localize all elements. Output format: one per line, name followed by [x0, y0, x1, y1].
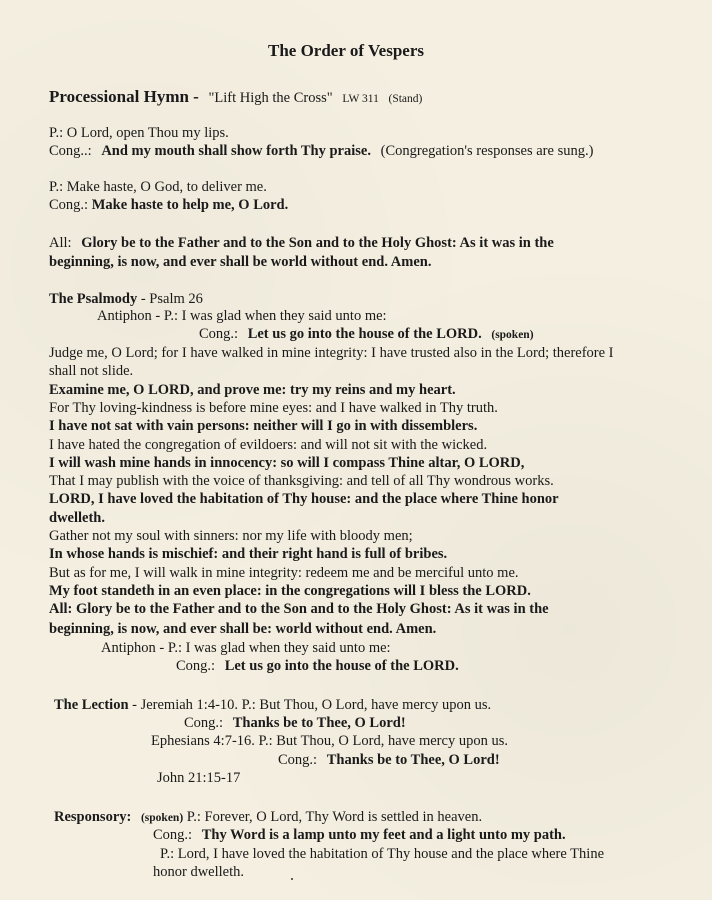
processional-hymn: "Lift High the Cross"	[208, 90, 333, 106]
gloria1-text1: Glory be to the Father and to the Son and to the Holy Ghost: As it was in the	[81, 235, 554, 251]
antiphon2-c	[176, 657, 459, 675]
antiphon2-c-label: Cong.:	[176, 658, 216, 674]
speck-mark	[291, 878, 293, 880]
psalm-verse-line: In whose hands is mischief: and their right hand is full of bribes.	[49, 546, 448, 562]
lection-reading1: - Jeremiah 1:4-10. P.: But Thou, O Lord, have mercy upon us.	[132, 697, 492, 713]
lection-c1-label: Cong.:	[184, 715, 224, 731]
gloria2-line1: All: Glory be to the Father and to the Son and to the Holy Ghost: As it was in the	[49, 601, 549, 617]
gloria1-line2: beginning, is now, and ever shall be world without end. Amen.	[49, 254, 432, 270]
opening-c1	[49, 142, 593, 160]
psalmody-ref: - Psalm 26	[140, 291, 203, 307]
responsory-c-label: Cong.:	[153, 827, 193, 843]
psalm-verse-line: I have hated the congregation of evildoers: and will not sit with the wicked.	[49, 437, 488, 453]
psalm-verse-line: dwelleth.	[49, 510, 105, 526]
responsory-c	[153, 826, 566, 844]
psalm-verse-line: That I may publish with the voice of thanksgiving: and tell of all Thy wondrous works.	[49, 473, 554, 489]
responsory-line1	[54, 808, 482, 827]
processional-line	[49, 88, 422, 108]
opening-c1-label: Cong..:	[49, 143, 92, 159]
psalm-verse-line: I will wash mine hands in innocency: so will I compass Thine altar, O LORD,	[49, 455, 525, 471]
antiphon-c-text: Let us go into the house of the LORD.	[247, 326, 482, 342]
opening-p2: P.: Make haste, O God, to deliver me.	[49, 179, 267, 195]
psalm-verse-line: Judge me, O Lord; for I have walked in mine integrity: I have trusted also in the Lord; therefore I	[49, 345, 614, 361]
opening-c2-text: Make haste to help me, O Lord.	[91, 197, 289, 213]
page-title: The Order of Vespers	[268, 41, 424, 60]
antiphon-c	[199, 325, 534, 344]
psalm-verse-line: Gather not my soul with sinners: nor my life with bloody men;	[49, 528, 413, 544]
antiphon-c-label: Cong.:	[199, 326, 239, 342]
antiphon2-p: Antiphon - P.: I was glad when they said unto me:	[101, 640, 391, 656]
psalm-verse-line: I have not sat with vain persons: neither will I go in with dissemblers.	[49, 418, 478, 434]
lection-c2	[278, 751, 500, 769]
psalm-verse-line: But as for me, I will walk in mine integrity: redeem me and be merciful unto me.	[49, 565, 519, 581]
psalmody-heading: The Psalmody	[49, 291, 138, 307]
responsory-p1: P.: Forever, O Lord, Thy Word is settled in heaven.	[186, 809, 483, 825]
lection-c1-text: Thanks be to Thee, O Lord!	[232, 715, 406, 731]
lection-c1	[184, 714, 406, 732]
antiphon-p: Antiphon - P.: I was glad when they said unto me:	[97, 308, 387, 324]
processional-ref: LW 311	[342, 93, 379, 105]
gloria1-line1	[49, 234, 554, 252]
psalmody-heading-line	[49, 290, 203, 308]
processional-heading: Processional Hymn -	[49, 87, 199, 106]
responsory-p2-line1: P.: Lord, I have loved the habitation of Thy house and the place where Thine	[160, 846, 605, 862]
psalm-verse-line: My foot standeth in an even place: in the congregations will I bless the LORD.	[49, 583, 531, 599]
responsory-note: (spoken)	[140, 812, 184, 824]
lection-reading2: Ephesians 4:7-16. P.: But Thou, O Lord, have mercy upon us.	[151, 733, 508, 749]
lection-c2-label: Cong.:	[278, 752, 318, 768]
opening-c1-note: (Congregation's responses are sung.)	[380, 143, 594, 159]
opening-c2-label: Cong.:	[49, 197, 89, 213]
responsory-c-text: Thy Word is a lamp unto my feet and a light unto my path.	[201, 827, 566, 843]
lection-line1	[54, 696, 491, 714]
lection-reading3: John 21:15-17	[157, 770, 241, 786]
responsory-p2-line2: honor dwelleth.	[153, 864, 245, 880]
psalm-verse-line: Examine me, O LORD, and prove me: try my reins and my heart.	[49, 382, 456, 398]
psalm-verse-line: For Thy loving-kindness is before mine eyes: and I have walked in Thy truth.	[49, 400, 498, 416]
opening-c1-text: And my mouth shall show forth Thy praise.	[101, 143, 371, 159]
gloria1-label: All:	[49, 235, 72, 251]
antiphon-c-note: (spoken)	[491, 329, 534, 341]
processional-note: (Stand)	[388, 93, 423, 105]
psalm-verse-line: LORD, I have loved the habitation of Thy house: and the place where Thine honor	[49, 491, 559, 507]
lection-c2-text: Thanks be to Thee, O Lord!	[326, 752, 500, 768]
opening-p1: P.: O Lord, open Thou my lips.	[49, 125, 229, 141]
lection-heading: The Lection	[54, 697, 129, 713]
opening-c2	[49, 196, 288, 214]
responsory-heading: Responsory:	[54, 809, 132, 825]
antiphon2-c-text: Let us go into the house of the LORD.	[224, 658, 459, 674]
psalm-verse-line: shall not slide.	[49, 363, 134, 379]
gloria2-line2: beginning, is now, and ever shall be: world without end. Amen.	[49, 621, 437, 637]
